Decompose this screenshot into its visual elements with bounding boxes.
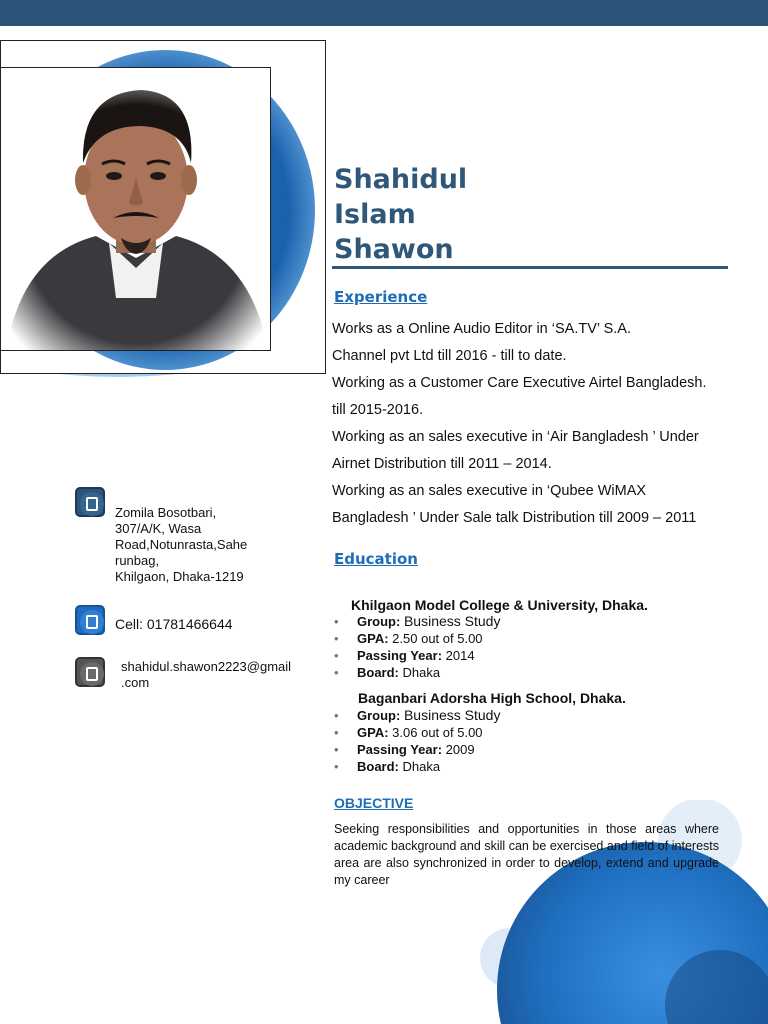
school-name: Baganbari Adorsha High School, Dhaka.: [358, 690, 626, 706]
list-item: • Board: Dhaka: [334, 758, 500, 775]
list-item: • Group: Business Study: [334, 613, 500, 630]
experience-line: Bangladesh ’ Under Sale talk Distribution till 2009 – 2011: [332, 510, 697, 526]
objective-text: Seeking responsibilities and opportunities in those areas where academic background and skill can be exercised and field of interests area are also synchronized in order to develop, extend and upgrade my career: [334, 822, 719, 887]
name-line-2: Islam: [334, 199, 416, 230]
top-banner: [0, 0, 768, 26]
experience-heading: Experience: [334, 288, 428, 306]
list-item: • Passing Year: 2014: [334, 647, 500, 664]
address: Zomila Bosotbari, 307/A/K, Wasa Road,Notunrasta,Sahe runbag, Khilgaon, Dhaka-1219: [115, 505, 248, 584]
experience-line: Working as a Customer Care Executive Airtel Bangladesh.: [332, 375, 707, 391]
education-heading: Education: [334, 550, 418, 568]
location-icon: [75, 487, 105, 517]
experience-list: [332, 316, 707, 532]
list-item: • Board: Dhaka: [334, 664, 500, 681]
phone-icon: [75, 605, 105, 635]
profile-photo: [0, 67, 271, 351]
name-divider: [332, 266, 728, 269]
list-item: • GPA: 2.50 out of 5.00: [334, 630, 500, 647]
name-line-1: Shahidul: [334, 164, 468, 195]
experience-line: Works as a Online Audio Editor in ‘SA.TV’ S.A.: [332, 321, 631, 337]
experience-line: till 2015-2016.: [332, 402, 424, 418]
experience-line: Channel pvt Ltd till 2016 - till to date.: [332, 348, 567, 364]
email-icon: [75, 657, 105, 687]
name-line-3: Shawon: [334, 234, 454, 265]
experience-line: Working as an sales executive in ‘Air Bangladesh ’ Under: [332, 429, 699, 445]
experience-line: Working as an sales executive in ‘Qubee WiMAX: [332, 483, 647, 499]
candidate-name: [334, 162, 467, 267]
phone-number: Cell: 01781466644: [115, 616, 233, 632]
education-details-1: [334, 613, 500, 681]
objective-heading: OBJECTIVE: [334, 795, 414, 811]
school-name: Khilgaon Model College & University, Dhaka.: [351, 597, 648, 613]
email-address: shahidul.shawon2223@gmail .com: [121, 659, 292, 690]
person-portrait-icon: [1, 68, 271, 351]
list-item: • GPA: 3.06 out of 5.00: [334, 724, 500, 741]
education-details-2: [334, 707, 500, 775]
experience-line: Airnet Distribution till 2011 – 2014.: [332, 456, 552, 472]
list-item: • Passing Year: 2009: [334, 741, 500, 758]
list-item: • Group: Business Study: [334, 707, 500, 724]
